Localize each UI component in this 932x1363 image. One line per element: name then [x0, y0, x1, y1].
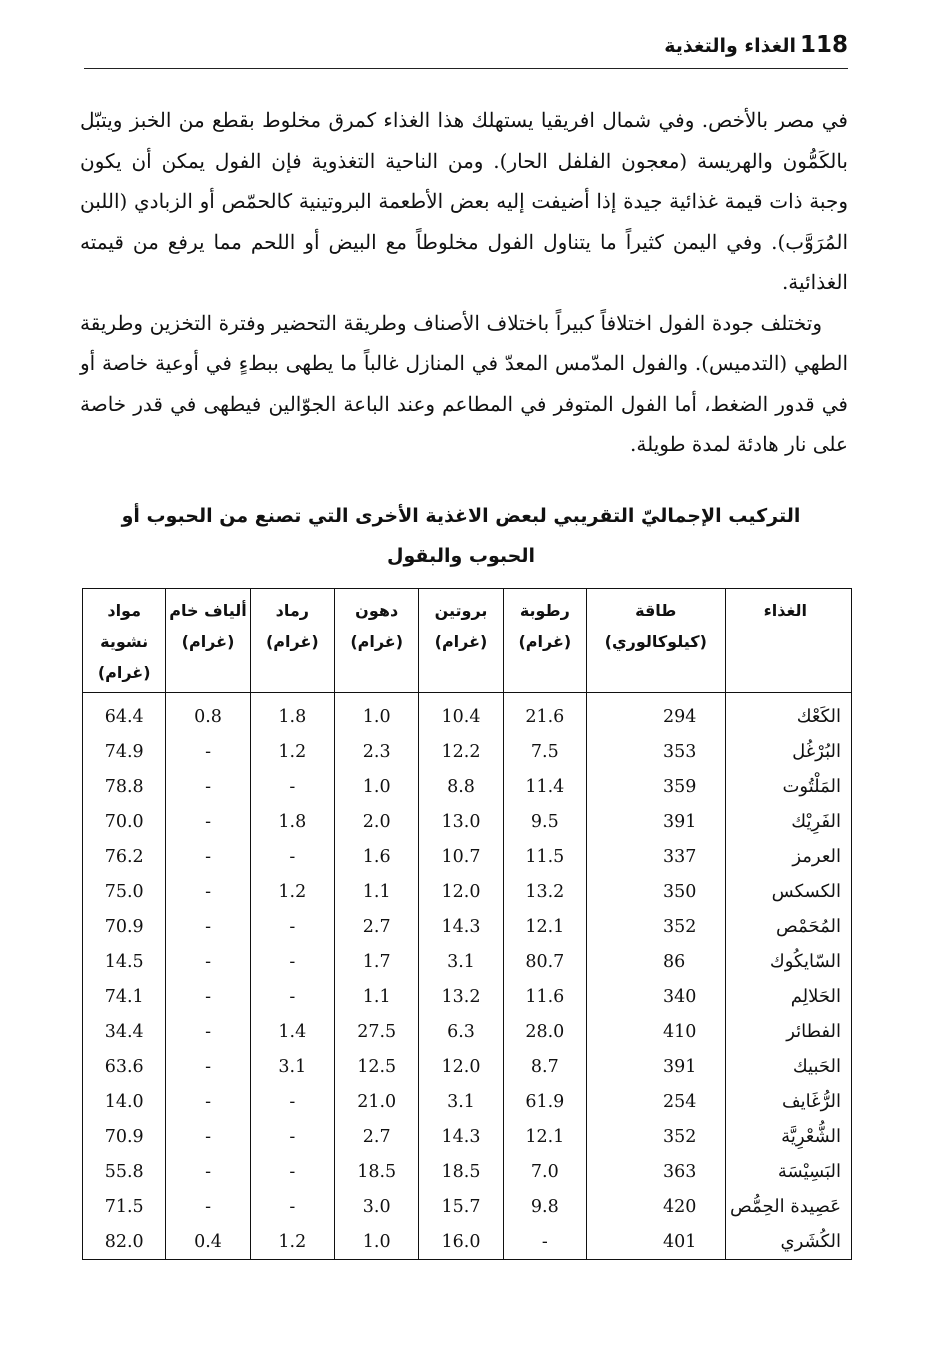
header-fat: دهون (غرام)	[335, 589, 419, 693]
cell-moisture: 7.5	[503, 734, 586, 769]
cell-food: الرُّغَايف	[725, 1084, 851, 1119]
cell-fat: 1.1	[335, 874, 419, 909]
cell-protein: 12.2	[419, 734, 503, 769]
cell-food: الشُّعْرِيَّة	[725, 1119, 851, 1154]
table-row	[83, 804, 852, 839]
table-row	[83, 1014, 852, 1049]
cell-ash: -	[250, 1154, 334, 1189]
cell-fiber: -	[166, 769, 250, 804]
cell-protein: 18.5	[419, 1154, 503, 1189]
cell-starch: 34.4	[83, 1014, 166, 1049]
header-starch: مواد نشوية (غرام)	[83, 589, 166, 693]
cell-starch: 75.0	[83, 874, 166, 909]
cell-fat: 1.0	[335, 769, 419, 804]
table-row	[83, 1154, 852, 1189]
cell-food: الفَرِيْك	[725, 804, 851, 839]
cell-moisture: 7.0	[503, 1154, 586, 1189]
cell-fiber: -	[166, 839, 250, 874]
cell-fat: 2.3	[335, 734, 419, 769]
cell-fat: 12.5	[335, 1049, 419, 1084]
cell-protein: 8.8	[419, 769, 503, 804]
cell-energy: 337	[586, 839, 725, 874]
header-protein: بروتين (غرام)	[419, 589, 503, 693]
cell-energy: 391	[586, 1049, 725, 1084]
cell-fiber: -	[166, 734, 250, 769]
running-title: الغذاء والتغذية	[664, 35, 796, 57]
cell-ash: 3.1	[250, 1049, 334, 1084]
cell-moisture: 28.0	[503, 1014, 586, 1049]
cell-protein: 16.0	[419, 1224, 503, 1260]
cell-fiber: -	[166, 874, 250, 909]
cell-protein: 12.0	[419, 1049, 503, 1084]
cell-moisture: 11.5	[503, 839, 586, 874]
cell-moisture: 8.7	[503, 1049, 586, 1084]
cell-protein: 12.0	[419, 874, 503, 909]
cell-protein: 15.7	[419, 1189, 503, 1224]
cell-moisture: -	[503, 1224, 586, 1260]
cell-moisture: 13.2	[503, 874, 586, 909]
cell-starch: 63.6	[83, 1049, 166, 1084]
cell-fiber: -	[166, 1154, 250, 1189]
cell-fiber: -	[166, 1189, 250, 1224]
cell-starch: 64.4	[83, 693, 166, 735]
cell-energy: 410	[586, 1014, 725, 1049]
cell-food: البُرْغُل	[725, 734, 851, 769]
cell-protein: 13.0	[419, 804, 503, 839]
paragraph-1: في مصر بالأخص. وفي شمال افريقيا يستهلك هذا الغذاء كمرق مخلوط بقطع من الخبز ويتبّل بالكَمُّون والهريسة (معجون الفلفل الحار). ومن الناحية التغذوية فإن الفول يمكن أن يكون وجبة ذات قيمة غذائية جيدة إذا أضيفت إليه بعض الأطعمة البروتينية كالحمّص أو الزبادي (اللبن المُرَوَّب). وفي اليمن كثيراً ما يتناول الفول مخلوطاً مع البيض أو اللحم مما يرفع من قيمته الغذائية.	[80, 108, 848, 294]
page-number: 118	[799, 32, 848, 58]
cell-fat: 2.7	[335, 909, 419, 944]
cell-starch: 82.0	[83, 1224, 166, 1260]
cell-fat: 21.0	[335, 1084, 419, 1119]
cell-fiber: -	[166, 979, 250, 1014]
cell-fat: 1.7	[335, 944, 419, 979]
cell-starch: 70.9	[83, 909, 166, 944]
cell-ash: -	[250, 909, 334, 944]
cell-energy: 420	[586, 1189, 725, 1224]
cell-food: المُحَمْص	[725, 909, 851, 944]
header-food: الغذاء	[725, 589, 851, 693]
cell-energy: 294	[586, 693, 725, 735]
cell-energy: 363	[586, 1154, 725, 1189]
table-row	[83, 734, 852, 769]
cell-ash: -	[250, 944, 334, 979]
cell-ash: 1.8	[250, 804, 334, 839]
cell-moisture: 12.1	[503, 909, 586, 944]
cell-starch: 74.1	[83, 979, 166, 1014]
cell-protein: 10.4	[419, 693, 503, 735]
cell-moisture: 9.5	[503, 804, 586, 839]
header-ash: رماد (غرام)	[250, 589, 334, 693]
cell-ash: -	[250, 979, 334, 1014]
cell-food: العرمز	[725, 839, 851, 874]
cell-starch: 71.5	[83, 1189, 166, 1224]
cell-energy: 359	[586, 769, 725, 804]
table-row	[83, 1084, 852, 1119]
cell-protein: 6.3	[419, 1014, 503, 1049]
cell-energy: 350	[586, 874, 725, 909]
cell-starch: 76.2	[83, 839, 166, 874]
cell-starch: 70.9	[83, 1119, 166, 1154]
cell-ash: 1.2	[250, 874, 334, 909]
table-row	[83, 979, 852, 1014]
cell-food: المَلْتُوت	[725, 769, 851, 804]
table-row	[83, 1224, 852, 1260]
cell-fiber: -	[166, 1049, 250, 1084]
cell-food: الكُشَري	[725, 1224, 851, 1260]
cell-starch: 74.9	[83, 734, 166, 769]
cell-starch: 14.5	[83, 944, 166, 979]
table-title	[90, 496, 832, 576]
cell-fat: 27.5	[335, 1014, 419, 1049]
table-row	[83, 1189, 852, 1224]
cell-moisture: 9.8	[503, 1189, 586, 1224]
cell-protein: 3.1	[419, 1084, 503, 1119]
cell-ash: 1.2	[250, 1224, 334, 1260]
cell-energy: 391	[586, 804, 725, 839]
header-fiber: ألياف خام (غرام)	[166, 589, 250, 693]
cell-starch: 55.8	[83, 1154, 166, 1189]
table-row	[83, 839, 852, 874]
cell-protein: 14.3	[419, 909, 503, 944]
cell-fiber: 0.8	[166, 693, 250, 735]
cell-ash: -	[250, 839, 334, 874]
cell-fat: 1.6	[335, 839, 419, 874]
cell-food: الحَلالِم	[725, 979, 851, 1014]
body-text	[80, 100, 848, 465]
table-row	[83, 909, 852, 944]
cell-fat: 2.0	[335, 804, 419, 839]
cell-fat: 2.7	[335, 1119, 419, 1154]
table-title-line-2: الحبوب والبقول	[386, 545, 535, 567]
cell-food: البَسِيْسَة	[725, 1154, 851, 1189]
cell-fiber: -	[166, 1014, 250, 1049]
cell-fiber: -	[166, 804, 250, 839]
cell-fiber: 0.4	[166, 1224, 250, 1260]
cell-fiber: -	[166, 944, 250, 979]
cell-ash: 1.8	[250, 693, 334, 735]
cell-food: الكسكس	[725, 874, 851, 909]
cell-energy: 401	[586, 1224, 725, 1260]
table-header-row	[83, 589, 852, 693]
paragraph-2: وتختلف جودة الفول اختلافاً كبيراً باختلاف الأصناف وطريقة التحضير وفترة التخزين وطريقة الطهي (التدميس). والفول المدّمس المعدّ في المنازل غالباً ما يطهى ببطءٍ في أوعية خاصة أو في قدور الضغط، أما الفول المتوفر في المطاعم وعند الباعة الجوّالين فيطهى في قدر خاصة على نار هادئة لمدة طويلة.	[80, 310, 848, 456]
cell-fat: 1.1	[335, 979, 419, 1014]
cell-energy: 340	[586, 979, 725, 1014]
cell-energy: 86	[586, 944, 725, 979]
cell-food: عَصِيدة الحِمُّص	[725, 1189, 851, 1224]
cell-protein: 10.7	[419, 839, 503, 874]
cell-moisture: 11.6	[503, 979, 586, 1014]
cell-protein: 13.2	[419, 979, 503, 1014]
cell-ash: -	[250, 769, 334, 804]
cell-food: الكَعْك	[725, 693, 851, 735]
cell-fiber: -	[166, 1119, 250, 1154]
cell-fat: 18.5	[335, 1154, 419, 1189]
cell-ash: -	[250, 1189, 334, 1224]
cell-ash: -	[250, 1119, 334, 1154]
cell-energy: 352	[586, 1119, 725, 1154]
page-header	[84, 28, 848, 69]
cell-starch: 70.0	[83, 804, 166, 839]
composition-table	[82, 588, 852, 1260]
header-energy: طاقة (كيلوكالوري)	[586, 589, 725, 693]
cell-moisture: 11.4	[503, 769, 586, 804]
table-body	[83, 693, 852, 1260]
cell-fiber: -	[166, 1084, 250, 1119]
cell-ash: -	[250, 1084, 334, 1119]
cell-energy: 353	[586, 734, 725, 769]
table-title-line-1: التركيب الإجماليّ التقريبي لبعض الاغذية الأخرى التي تصنع من الحبوب أو	[121, 505, 801, 527]
table-row	[83, 1119, 852, 1154]
table-row	[83, 693, 852, 735]
cell-ash: 1.4	[250, 1014, 334, 1049]
header-moisture: رطوبة (غرام)	[503, 589, 586, 693]
cell-fiber: -	[166, 909, 250, 944]
cell-starch: 14.0	[83, 1084, 166, 1119]
cell-energy: 352	[586, 909, 725, 944]
table-row	[83, 944, 852, 979]
cell-food: الحَبيك	[725, 1049, 851, 1084]
cell-starch: 78.8	[83, 769, 166, 804]
cell-fat: 1.0	[335, 1224, 419, 1260]
cell-moisture: 21.6	[503, 693, 586, 735]
table-row	[83, 874, 852, 909]
cell-protein: 14.3	[419, 1119, 503, 1154]
cell-protein: 3.1	[419, 944, 503, 979]
cell-ash: 1.2	[250, 734, 334, 769]
cell-energy: 254	[586, 1084, 725, 1119]
cell-fat: 1.0	[335, 693, 419, 735]
cell-food: الفطائر	[725, 1014, 851, 1049]
table-row	[83, 1049, 852, 1084]
cell-fat: 3.0	[335, 1189, 419, 1224]
cell-food: السّايكُوك	[725, 944, 851, 979]
cell-moisture: 80.7	[503, 944, 586, 979]
cell-moisture: 12.1	[503, 1119, 586, 1154]
table-row	[83, 769, 852, 804]
cell-moisture: 61.9	[503, 1084, 586, 1119]
